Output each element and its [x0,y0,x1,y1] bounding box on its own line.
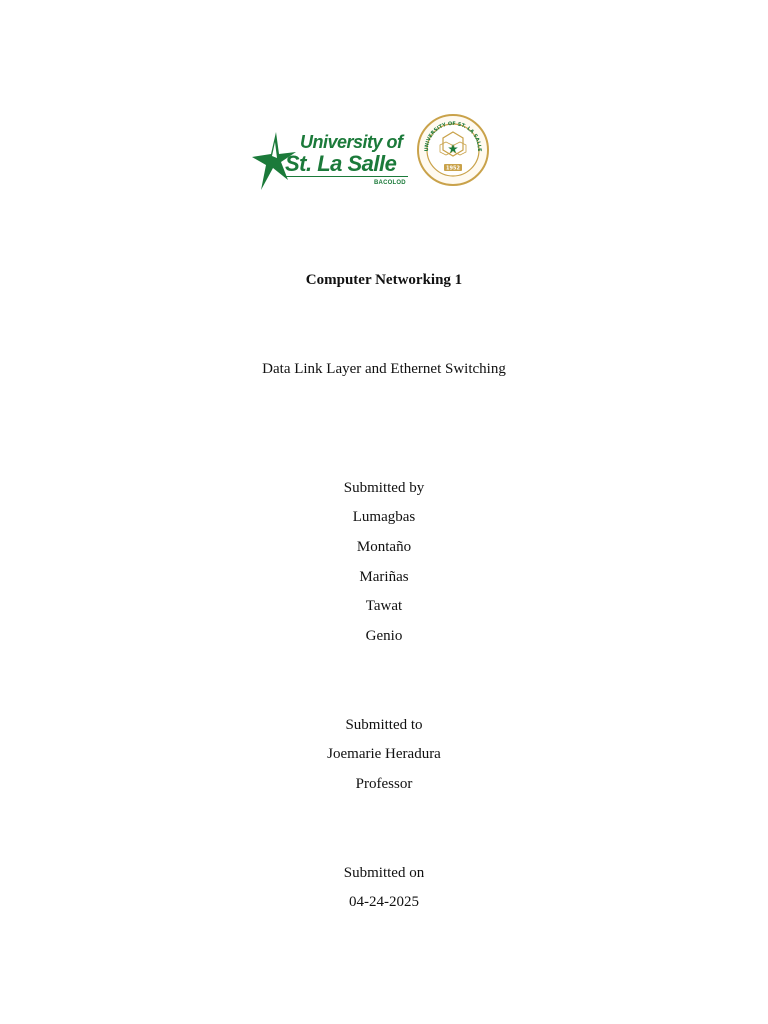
submission-date: 04-24-2025 [349,894,419,910]
member-name: Genio [365,628,403,644]
submitted-on-label: Submitted on [343,865,425,881]
member-name: Mariñas [359,569,409,585]
member-name: Lumagbas [352,509,416,525]
member-name: Tawat [365,598,403,614]
seal-year: 1952 [446,165,460,172]
university-seal-icon [416,112,490,188]
wordmark-line1: University of [300,132,403,152]
wordmark-line2: St. La Salle [285,151,397,176]
university-logo [252,112,492,188]
wordmark-divider [284,176,408,177]
wordmark-city: BACOLOD [374,180,406,186]
university-wordmark [252,120,412,190]
submitted-by-label: Submitted by [343,480,425,496]
seal-text: UNIVERSITY OF ST. LA SALLE [423,120,483,152]
professor-role: Professor [355,776,413,792]
member-name: Montaño [356,539,412,555]
submitted-to-label: Submitted to [345,717,423,733]
professor-name: Joemarie Heradura [327,746,441,762]
report-topic: Data Link Layer and Ethernet Switching [262,361,506,377]
course-title: Computer Networking 1 [305,272,463,288]
